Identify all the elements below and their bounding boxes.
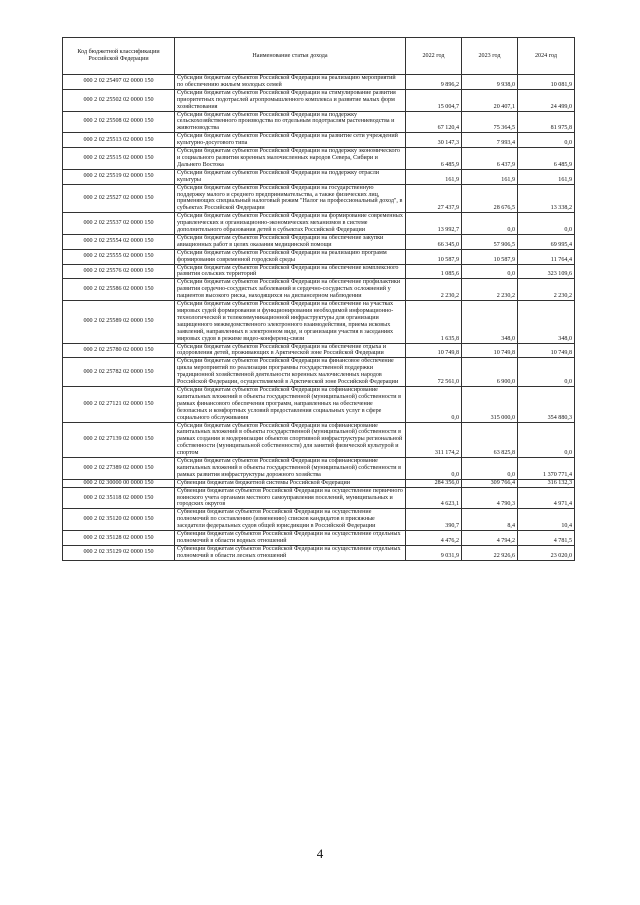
row-value-2023: 4 790,3: [462, 487, 518, 509]
table-body: [63, 75, 575, 561]
row-value-2024: 4 971,4: [518, 487, 575, 509]
table-row: [63, 133, 575, 148]
row-value-2023: 161,9: [462, 169, 518, 184]
row-value-2023: 6 900,0: [462, 358, 518, 387]
row-name: Субсидии бюджетам субъектов Российской Федерации на обеспечение отдыха и оздоровления детей, проживающих в Арктической зоне Российской Федерации: [175, 343, 406, 358]
row-code: 000 2 02 25586 02 0000 150: [63, 279, 175, 301]
row-value-2023: 10 749,8: [462, 343, 518, 358]
row-name: Субсидии бюджетам субъектов Российской Федерации на реализацию мероприятий по обеспечению жильем молодых семей: [175, 75, 406, 90]
row-value-2023: 63 825,8: [462, 422, 518, 458]
row-value-2023: 4 794,2: [462, 531, 518, 546]
row-value-2024: 0,0: [518, 213, 575, 235]
row-code: 000 2 02 25780 02 0000 150: [63, 343, 175, 358]
row-value-2022: 67 120,4: [406, 111, 462, 133]
row-code: 000 2 02 25508 02 0000 150: [63, 111, 175, 133]
row-value-2022: 161,9: [406, 169, 462, 184]
row-value-2023: 7 993,4: [462, 133, 518, 148]
row-value-2022: 284 356,0: [406, 479, 462, 487]
row-name: Субсидии бюджетам субъектов Российской Федерации на обеспечение комплексного развития сельских территорий: [175, 264, 406, 279]
row-value-2024: 1 370 771,4: [518, 458, 575, 480]
row-name: Субсидии бюджетам субъектов Российской Федерации на стимулирование развития приоритетных подотраслей агропромышленного комплекса и развитие малых форм хозяйствования: [175, 89, 406, 111]
row-code: 000 2 02 25589 02 0000 150: [63, 301, 175, 343]
row-value-2024: 4 781,5: [518, 531, 575, 546]
row-value-2024: 13 338,2: [518, 184, 575, 213]
row-value-2022: 13 992,7: [406, 213, 462, 235]
row-name: Субсидии бюджетам субъектов Российской Федерации на софинансирование капитальных вложений в объекты государственной (муниципальной) собственности в рамках финансового обеспечения программ, направленных на обеспечение безопасных и комфортных условий предоставления социальных услуг в сфере социального обслуживания: [175, 386, 406, 422]
row-code: 000 2 02 35128 02 0000 150: [63, 531, 175, 546]
row-value-2022: 10 587,9: [406, 249, 462, 264]
table-row: [63, 422, 575, 458]
row-value-2023: 10 587,9: [462, 249, 518, 264]
row-value-2023: 2 230,2: [462, 279, 518, 301]
row-name: Субвенции бюджетам бюджетной системы Российской Федерации: [175, 479, 406, 487]
row-code: 000 2 02 25519 02 0000 150: [63, 169, 175, 184]
row-value-2022: 6 485,9: [406, 148, 462, 170]
row-value-2022: 9 896,2: [406, 75, 462, 90]
header-2022: 2022 год: [406, 38, 462, 75]
table-row: [63, 479, 575, 487]
table-row: [63, 386, 575, 422]
row-name: Субсидии бюджетам субъектов Российской Федерации на софинансирование капитальных вложений в объекты государственной (муниципальной) собственности в рамках создания и модернизации объектов спортивной инфраструктуры региональной собственности (муниципальной собственности) для занятий физической культурой и спортом: [175, 422, 406, 458]
row-value-2023: 0,0: [462, 458, 518, 480]
row-value-2024: 0,0: [518, 422, 575, 458]
row-value-2023: 75 364,5: [462, 111, 518, 133]
row-code: 000 2 02 35120 02 0000 150: [63, 509, 175, 531]
row-code: 000 2 02 25554 02 0000 150: [63, 234, 175, 249]
header-2023: 2023 год: [462, 38, 518, 75]
row-code: 000 2 02 25782 02 0000 150: [63, 358, 175, 387]
row-value-2023: 0,0: [462, 264, 518, 279]
row-value-2023: 315 000,0: [462, 386, 518, 422]
row-value-2024: 323 109,6: [518, 264, 575, 279]
row-value-2022: 4 476,2: [406, 531, 462, 546]
row-value-2022: 72 561,0: [406, 358, 462, 387]
row-name: Субсидии бюджетам субъектов Российской Федерации на обеспечение профилактики развития сердечно-сосудистых заболеваний и сердечно-сосудистых осложнений у пациентов высокого риска, находящихся на диспансерном наблюдении: [175, 279, 406, 301]
row-value-2022: 311 174,2: [406, 422, 462, 458]
row-value-2022: 15 004,7: [406, 89, 462, 111]
table-row: [63, 487, 575, 509]
table-row: [63, 249, 575, 264]
table-row: [63, 301, 575, 343]
row-code: 000 2 02 25502 02 0000 150: [63, 89, 175, 111]
row-name: Субсидии бюджетам субъектов Российской Федерации на финансовое обеспечение цикла мероприятий по реализации программы государственной поддержки традиционной хозяйственной деятельности коренных малочисленных народов Российской Федерации, осуществляемой в Арктической зоне Российской Федерации: [175, 358, 406, 387]
row-value-2024: 0,0: [518, 133, 575, 148]
row-code: 000 2 02 35118 02 0000 150: [63, 487, 175, 509]
row-name: Субвенции бюджетам субъектов Российской Федерации на осуществление отдельных полномочий в области лесных отношений: [175, 545, 406, 560]
revenue-table: [62, 37, 575, 561]
row-value-2024: 348,0: [518, 301, 575, 343]
row-value-2022: 10 749,8: [406, 343, 462, 358]
row-value-2024: 354 880,3: [518, 386, 575, 422]
row-value-2024: 11 764,4: [518, 249, 575, 264]
header-name: Наименование статьи дохода: [175, 38, 406, 75]
row-name: Субсидии бюджетам субъектов Российской Федерации на реализацию программ формирования современной городской среды: [175, 249, 406, 264]
row-value-2023: 22 926,6: [462, 545, 518, 560]
row-value-2023: 20 407,1: [462, 89, 518, 111]
table-row: [63, 148, 575, 170]
row-value-2024: 10 749,8: [518, 343, 575, 358]
row-value-2022: 66 345,0: [406, 234, 462, 249]
row-name: Субсидии бюджетам субъектов Российской Федерации на поддержку отрасли культуры: [175, 169, 406, 184]
row-name: Субсидии бюджетам субъектов Российской Федерации на формирование современных управленческих и организационно-экономических механизмов в системе дополнительного образования детей в субъектах Российской Федерации: [175, 213, 406, 235]
header-2024: 2024 год: [518, 38, 575, 75]
row-value-2022: 1 085,6: [406, 264, 462, 279]
row-name: Субсидии бюджетам субъектов Российской Федерации на софинансирование капитальных вложений в объекты государственной (муниципальной) собственности в рамках развития инфраструктуры дорожного хозяйства: [175, 458, 406, 480]
row-value-2023: 8,4: [462, 509, 518, 531]
row-code: 000 2 02 30000 00 0000 150: [63, 479, 175, 487]
table-row: [63, 111, 575, 133]
row-name: Субсидии бюджетам субъектов Российской Федерации на государственную поддержку малого и среднего предпринимательства, а также физических лиц, применяющих специальный налоговый режим "Налог на профессиональный доход", в субъектах Российской Федерации: [175, 184, 406, 213]
table-row: [63, 169, 575, 184]
row-code: 000 2 02 35129 02 0000 150: [63, 545, 175, 560]
row-value-2024: 69 995,4: [518, 234, 575, 249]
row-name: Субвенции бюджетам субъектов Российской Федерации на осуществление отдельных полномочий в области водных отношений: [175, 531, 406, 546]
row-value-2024: 161,9: [518, 169, 575, 184]
table-row: [63, 75, 575, 90]
row-name: Субсидии бюджетам субъектов Российской Федерации на развитие сети учреждений культурно-досугового типа: [175, 133, 406, 148]
table-row: [63, 458, 575, 480]
table-row: [63, 279, 575, 301]
row-value-2022: 390,7: [406, 509, 462, 531]
row-value-2024: 81 975,8: [518, 111, 575, 133]
table-row: [63, 89, 575, 111]
row-value-2024: 10 081,9: [518, 75, 575, 90]
row-code: 000 2 02 25527 02 0000 150: [63, 184, 175, 213]
row-value-2023: 348,0: [462, 301, 518, 343]
row-value-2023: 309 766,4: [462, 479, 518, 487]
row-value-2023: 9 938,0: [462, 75, 518, 90]
table-row: [63, 531, 575, 546]
row-value-2024: 316 132,3: [518, 479, 575, 487]
row-value-2022: 1 635,8: [406, 301, 462, 343]
row-code: 000 2 02 25555 02 0000 150: [63, 249, 175, 264]
row-value-2022: 27 437,9: [406, 184, 462, 213]
header-code: Код бюджетной классификации Российской Федерации: [63, 38, 175, 75]
row-value-2024: 6 485,9: [518, 148, 575, 170]
row-value-2023: 0,0: [462, 213, 518, 235]
row-name: Субвенции бюджетам субъектов Российской Федерации на осуществление полномочий по составлению (изменению) списков кандидатов в присяжные заседатели федеральных судов общей юрисдикции в Российской Федерации: [175, 509, 406, 531]
row-value-2022: 0,0: [406, 458, 462, 480]
table-row: [63, 358, 575, 387]
table-row: [63, 264, 575, 279]
row-name: Субсидии бюджетам субъектов Российской Федерации на поддержку экономического и социального развития коренных малочисленных народов Севера, Сибири и Дальнего Востока: [175, 148, 406, 170]
row-value-2024: 10,4: [518, 509, 575, 531]
row-value-2024: 24 499,0: [518, 89, 575, 111]
row-value-2024: 0,0: [518, 358, 575, 387]
row-value-2022: 0,0: [406, 386, 462, 422]
table-row: [63, 545, 575, 560]
row-code: 000 2 02 25537 02 0000 150: [63, 213, 175, 235]
row-code: 000 2 02 27389 02 0000 150: [63, 458, 175, 480]
revenue-table-sheet: [62, 37, 574, 561]
table-row: [63, 509, 575, 531]
table-row: [63, 184, 575, 213]
row-name: Субсидии бюджетам субъектов Российской Федерации на обеспечение закупки авиационных работ в целях оказания медицинской помощи: [175, 234, 406, 249]
row-code: 000 2 02 25515 02 0000 150: [63, 148, 175, 170]
row-value-2022: 4 623,1: [406, 487, 462, 509]
table-row: [63, 234, 575, 249]
row-value-2024: 23 020,0: [518, 545, 575, 560]
row-code: 000 2 02 27121 02 0000 150: [63, 386, 175, 422]
row-value-2022: 30 147,3: [406, 133, 462, 148]
row-code: 000 2 02 27139 02 0000 150: [63, 422, 175, 458]
row-value-2023: 6 437,9: [462, 148, 518, 170]
row-name: Субвенции бюджетам субъектов Российской Федерации на осуществление первичного воинского учета органами местного самоуправления поселений, муниципальных и городских округов: [175, 487, 406, 509]
row-code: 000 2 02 25497 02 0000 150: [63, 75, 175, 90]
row-code: 000 2 02 25576 02 0000 150: [63, 264, 175, 279]
page-number: 4: [316, 846, 324, 861]
row-value-2024: 2 230,2: [518, 279, 575, 301]
row-value-2023: 57 906,5: [462, 234, 518, 249]
row-value-2022: 9 031,9: [406, 545, 462, 560]
row-value-2023: 28 676,5: [462, 184, 518, 213]
row-value-2022: 2 230,2: [406, 279, 462, 301]
row-name: Субсидии бюджетам субъектов Российской Федерации на поддержку сельскохозяйственного производства по отдельным подотраслям растениеводства и животноводства: [175, 111, 406, 133]
row-code: 000 2 02 25513 02 0000 150: [63, 133, 175, 148]
row-name: Субсидии бюджетам субъектов Российской Федерации на обеспечение на участках мировых судей формирования и функционирования необходимой информационно-технологической и телекоммуникационной инфраструктуры для организации защищенного межведомственного электронного взаимодействия, приема исковых заявлений, направленных в электронном виде, и организации участия в заседаниях мировых судов в режиме видео-конференц-связи: [175, 301, 406, 343]
table-row: [63, 343, 575, 358]
table-header-row: [63, 38, 575, 75]
table-row: [63, 213, 575, 235]
